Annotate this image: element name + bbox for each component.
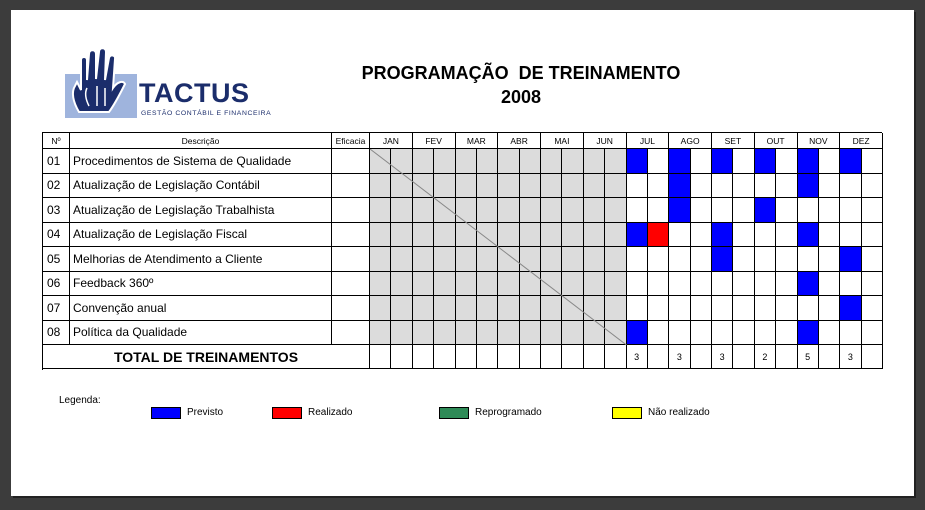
schedule-cell <box>391 198 412 223</box>
schedule-cell <box>498 198 519 223</box>
schedule-cell <box>627 174 648 199</box>
schedule-cell <box>434 174 455 199</box>
schedule-cell <box>648 321 669 346</box>
schedule-cell <box>477 321 498 346</box>
schedule-cell <box>562 321 583 346</box>
schedule-cell <box>776 174 797 199</box>
total-value <box>541 345 562 369</box>
total-value <box>562 345 583 369</box>
schedule-cell <box>733 321 754 346</box>
schedule-cell <box>477 149 498 174</box>
brand-name: TACTUS <box>139 78 250 108</box>
total-value <box>413 345 434 369</box>
schedule-cell <box>562 198 583 223</box>
row-number: 01 <box>43 149 70 174</box>
schedule-cell <box>541 149 562 174</box>
schedule-cell <box>627 198 648 223</box>
schedule-cell <box>669 296 690 321</box>
schedule-cell <box>733 149 754 174</box>
schedule-cell <box>755 321 776 346</box>
schedule-cell <box>413 296 434 321</box>
schedule-cell <box>498 247 519 272</box>
row-description: Procedimentos de Sistema de Qualidade <box>70 149 332 174</box>
schedule-cell <box>605 223 626 248</box>
schedule-mark-blue <box>627 223 648 248</box>
row-number: 07 <box>43 296 70 321</box>
schedule-cell <box>477 174 498 199</box>
schedule-cell <box>498 296 519 321</box>
row-efficacy <box>332 296 370 321</box>
schedule-cell <box>541 247 562 272</box>
schedule-cell <box>391 223 412 248</box>
schedule-cell <box>776 149 797 174</box>
schedule-cell <box>391 174 412 199</box>
schedule-cell <box>733 296 754 321</box>
schedule-cell <box>434 198 455 223</box>
schedule-cell <box>627 247 648 272</box>
total-value <box>691 345 712 369</box>
schedule-cell <box>669 247 690 272</box>
row-efficacy <box>332 247 370 272</box>
legend-label: Não realizado <box>648 407 710 418</box>
schedule-cell <box>456 149 477 174</box>
training-sheet <box>11 10 914 496</box>
schedule-cell <box>776 296 797 321</box>
total-value: 3 <box>840 345 861 369</box>
schedule-mark-blue <box>669 198 690 223</box>
schedule-cell <box>755 247 776 272</box>
schedule-cell <box>862 247 883 272</box>
schedule-cell <box>413 174 434 199</box>
schedule-cell <box>584 149 605 174</box>
schedule-cell <box>840 223 861 248</box>
schedule-cell <box>691 174 712 199</box>
schedule-cell <box>520 149 541 174</box>
schedule-cell <box>541 174 562 199</box>
schedule-mark-blue <box>840 247 861 272</box>
schedule-cell <box>391 321 412 346</box>
schedule-cell <box>605 198 626 223</box>
row-number: 08 <box>43 321 70 346</box>
schedule-cell <box>862 174 883 199</box>
schedule-cell <box>562 174 583 199</box>
schedule-cell <box>755 174 776 199</box>
company-logo <box>61 46 271 124</box>
schedule-mark-blue <box>798 149 819 174</box>
legend-swatch-3 <box>612 407 642 419</box>
schedule-cell <box>562 272 583 297</box>
schedule-cell <box>391 272 412 297</box>
schedule-cell <box>477 223 498 248</box>
schedule-cell <box>605 149 626 174</box>
schedule-cell <box>370 174 391 199</box>
schedule-cell <box>498 223 519 248</box>
schedule-cell <box>862 149 883 174</box>
total-value <box>391 345 412 369</box>
schedule-cell <box>434 149 455 174</box>
schedule-cell <box>691 296 712 321</box>
schedule-cell <box>733 272 754 297</box>
schedule-cell <box>391 149 412 174</box>
schedule-cell <box>541 296 562 321</box>
row-efficacy <box>332 272 370 297</box>
legend-label: Reprogramado <box>475 407 542 418</box>
header-month-nov: NOV <box>798 133 841 149</box>
schedule-cell <box>712 296 733 321</box>
page-title <box>311 61 731 109</box>
row-number: 05 <box>43 247 70 272</box>
row-description: Atualização de Legislação Contábil <box>70 174 332 199</box>
schedule-cell <box>840 321 861 346</box>
schedule-mark-blue <box>798 174 819 199</box>
total-value: 3 <box>669 345 690 369</box>
header-month-ago: AGO <box>669 133 712 149</box>
total-value: 5 <box>798 345 819 369</box>
schedule-cell <box>477 296 498 321</box>
schedule-cell <box>584 247 605 272</box>
row-description: Feedback 360º <box>70 272 332 297</box>
schedule-cell <box>562 296 583 321</box>
schedule-cell <box>819 272 840 297</box>
total-value <box>733 345 754 369</box>
schedule-mark-blue <box>669 149 690 174</box>
schedule-cell <box>520 247 541 272</box>
schedule-mark-blue <box>798 321 819 346</box>
schedule-cell <box>798 296 819 321</box>
schedule-cell <box>627 272 648 297</box>
schedule-cell <box>862 223 883 248</box>
schedule-cell <box>840 272 861 297</box>
title-line1: PROGRAMAÇÃO DE TREINAMENTO <box>361 63 681 83</box>
schedule-cell <box>562 149 583 174</box>
total-value <box>520 345 541 369</box>
header-month-out: OUT <box>755 133 798 149</box>
schedule-cell <box>456 296 477 321</box>
schedule-mark-blue <box>755 198 776 223</box>
schedule-cell <box>456 198 477 223</box>
schedule-cell <box>541 198 562 223</box>
schedule-cell <box>691 149 712 174</box>
header-month-mar: MAR <box>456 133 499 149</box>
hand-logo-icon <box>61 46 139 124</box>
schedule-cell <box>776 223 797 248</box>
schedule-cell <box>605 272 626 297</box>
schedule-cell <box>819 223 840 248</box>
schedule-cell <box>733 198 754 223</box>
header-number: Nº <box>43 133 70 149</box>
schedule-cell <box>413 321 434 346</box>
schedule-cell <box>733 174 754 199</box>
total-value: 2 <box>755 345 776 369</box>
total-value <box>434 345 455 369</box>
schedule-cell <box>755 296 776 321</box>
schedule-cell <box>798 247 819 272</box>
row-description: Convenção anual <box>70 296 332 321</box>
schedule-cell <box>819 198 840 223</box>
schedule-cell <box>520 223 541 248</box>
schedule-cell <box>370 198 391 223</box>
total-value: 3 <box>627 345 648 369</box>
schedule-cell <box>648 247 669 272</box>
schedule-cell <box>370 149 391 174</box>
schedule-cell <box>605 321 626 346</box>
schedule-cell <box>648 149 669 174</box>
row-description: Atualização de Legislação Trabalhista <box>70 198 332 223</box>
schedule-cell <box>584 296 605 321</box>
total-value <box>584 345 605 369</box>
schedule-mark-blue <box>755 149 776 174</box>
schedule-cell <box>434 321 455 346</box>
legend-label: Previsto <box>187 407 224 418</box>
schedule-cell <box>584 272 605 297</box>
schedule-cell <box>413 272 434 297</box>
schedule-mark-blue <box>669 174 690 199</box>
schedule-cell <box>862 296 883 321</box>
schedule-mark-blue <box>798 272 819 297</box>
schedule-cell <box>498 174 519 199</box>
header-month-dez: DEZ <box>840 133 883 149</box>
header-description: Descrição <box>70 133 332 149</box>
schedule-cell <box>712 321 733 346</box>
schedule-mark-blue <box>712 247 733 272</box>
schedule-cell <box>456 321 477 346</box>
header-month-jul: JUL <box>627 133 670 149</box>
schedule-cell <box>776 272 797 297</box>
schedule-cell <box>733 247 754 272</box>
schedule-cell <box>819 296 840 321</box>
total-value <box>862 345 883 369</box>
schedule-cell <box>712 198 733 223</box>
schedule-cell <box>712 272 733 297</box>
row-efficacy <box>332 174 370 199</box>
schedule-cell <box>755 223 776 248</box>
schedule-cell <box>605 296 626 321</box>
schedule-mark-blue <box>798 223 819 248</box>
total-value <box>605 345 626 369</box>
schedule-cell <box>776 198 797 223</box>
schedule-cell <box>520 198 541 223</box>
schedule-cell <box>456 247 477 272</box>
schedule-cell <box>755 272 776 297</box>
total-value <box>648 345 669 369</box>
schedule-cell <box>691 198 712 223</box>
schedule-cell <box>391 296 412 321</box>
legend-swatch-1 <box>272 407 302 419</box>
schedule-cell <box>370 223 391 248</box>
legend-label: Realizado <box>308 407 353 418</box>
schedule-cell <box>520 174 541 199</box>
schedule-mark-blue <box>840 149 861 174</box>
schedule-cell <box>434 272 455 297</box>
schedule-cell <box>562 223 583 248</box>
schedule-cell <box>456 272 477 297</box>
schedule-cell <box>605 247 626 272</box>
schedule-mark-blue <box>840 296 861 321</box>
schedule-cell <box>691 223 712 248</box>
schedule-cell <box>691 321 712 346</box>
schedule-cell <box>370 296 391 321</box>
schedule-cell <box>627 296 648 321</box>
title-year: 2008 <box>500 87 542 107</box>
schedule-cell <box>669 321 690 346</box>
schedule-cell <box>456 223 477 248</box>
schedule-cell <box>584 198 605 223</box>
total-value <box>370 345 391 369</box>
header-month-abr: ABR <box>498 133 541 149</box>
schedule-cell <box>840 174 861 199</box>
schedule-cell <box>584 321 605 346</box>
total-value <box>477 345 498 369</box>
header-month-mai: MAI <box>541 133 584 149</box>
header-month-set: SET <box>712 133 755 149</box>
legend <box>59 395 759 435</box>
legend-swatch-0 <box>151 407 181 419</box>
row-description: Política da Qualidade <box>70 321 332 346</box>
schedule-cell <box>669 223 690 248</box>
schedule-cell <box>477 198 498 223</box>
schedule-cell <box>819 321 840 346</box>
schedule-cell <box>434 296 455 321</box>
row-number: 03 <box>43 198 70 223</box>
schedule-cell <box>477 272 498 297</box>
legend-swatch-2 <box>439 407 469 419</box>
schedule-cell <box>413 247 434 272</box>
schedule-cell <box>413 223 434 248</box>
schedule-mark-blue <box>712 149 733 174</box>
schedule-cell <box>520 296 541 321</box>
schedule-cell <box>413 198 434 223</box>
schedule-cell <box>712 174 733 199</box>
schedule-mark-blue <box>627 321 648 346</box>
header-month-jun: JUN <box>584 133 627 149</box>
header-month-fev: FEV <box>413 133 456 149</box>
schedule-cell <box>605 174 626 199</box>
total-label: TOTAL DE TREINAMENTOS <box>43 345 370 369</box>
schedule-cell <box>370 247 391 272</box>
row-description: Atualização de Legislação Fiscal <box>70 223 332 248</box>
schedule-cell <box>584 223 605 248</box>
schedule-mark-blue <box>712 223 733 248</box>
row-number: 04 <box>43 223 70 248</box>
header-efficacy: Eficacia <box>332 133 370 149</box>
schedule-cell <box>669 272 690 297</box>
row-efficacy <box>332 321 370 346</box>
total-value <box>776 345 797 369</box>
row-efficacy <box>332 198 370 223</box>
schedule-cell <box>541 223 562 248</box>
schedule-cell <box>819 247 840 272</box>
schedule-cell <box>648 198 669 223</box>
schedule-cell <box>776 247 797 272</box>
schedule-cell <box>391 247 412 272</box>
schedule-cell <box>862 198 883 223</box>
schedule-cell <box>862 321 883 346</box>
schedule-cell <box>691 272 712 297</box>
schedule-cell <box>434 223 455 248</box>
schedule-cell <box>541 272 562 297</box>
schedule-cell <box>498 321 519 346</box>
schedule-cell <box>434 247 455 272</box>
schedule-cell <box>733 223 754 248</box>
schedule-cell <box>798 198 819 223</box>
schedule-cell <box>370 272 391 297</box>
schedule-cell <box>520 321 541 346</box>
schedule-cell <box>648 174 669 199</box>
schedule-cell <box>370 321 391 346</box>
schedule-cell <box>819 149 840 174</box>
schedule-cell <box>648 296 669 321</box>
schedule-cell <box>862 272 883 297</box>
schedule-mark-blue <box>627 149 648 174</box>
schedule-cell <box>840 198 861 223</box>
schedule-cell <box>498 149 519 174</box>
schedule-cell <box>498 272 519 297</box>
schedule-cell <box>776 321 797 346</box>
total-value: 3 <box>712 345 733 369</box>
row-description: Melhorias de Atendimento a Cliente <box>70 247 332 272</box>
schedule-cell <box>456 174 477 199</box>
schedule-cell <box>584 174 605 199</box>
schedule-cell <box>562 247 583 272</box>
schedule-cell <box>819 174 840 199</box>
schedule-cell <box>541 321 562 346</box>
schedule-cell <box>520 272 541 297</box>
row-efficacy <box>332 149 370 174</box>
schedule-mark-red <box>648 223 669 248</box>
legend-title: Legenda: <box>59 395 101 406</box>
schedule-cell <box>648 272 669 297</box>
total-value <box>819 345 840 369</box>
schedule-cell <box>413 149 434 174</box>
row-number: 02 <box>43 174 70 199</box>
row-number: 06 <box>43 272 70 297</box>
header-month-jan: JAN <box>370 133 413 149</box>
total-value <box>498 345 519 369</box>
total-value <box>456 345 477 369</box>
schedule-cell <box>691 247 712 272</box>
brand-tagline: GESTÃO CONTÁBIL E FINANCEIRA <box>141 110 272 117</box>
row-efficacy <box>332 223 370 248</box>
schedule-cell <box>477 247 498 272</box>
training-schedule-table <box>42 132 882 370</box>
